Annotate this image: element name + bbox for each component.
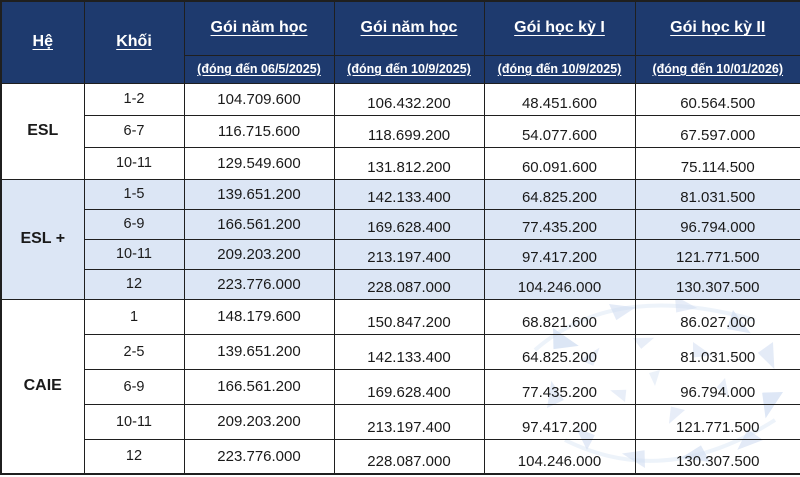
table-row <box>1 299 800 334</box>
price-cell: 209.203.200 <box>184 239 334 269</box>
price-cell: 97.417.200 <box>484 404 635 439</box>
grade-cell: 1-2 <box>84 83 184 115</box>
price-cell: 97.417.200 <box>484 239 635 269</box>
price-cell: 64.825.200 <box>484 179 635 209</box>
table-row <box>1 269 800 299</box>
system-cell-esl: ESL <box>1 83 84 179</box>
price-cell: 166.561.200 <box>184 209 334 239</box>
price-cell: 96.794.000 <box>635 209 800 239</box>
table-row <box>1 334 800 369</box>
col-header-package-4-deadline: (đóng đến 10/01/2026) <box>635 55 800 83</box>
grade-cell: 6-7 <box>84 115 184 147</box>
price-cell: 81.031.500 <box>635 179 800 209</box>
price-cell: 130.307.500 <box>635 439 800 474</box>
price-cell: 228.087.000 <box>334 269 484 299</box>
grade-cell: 2-5 <box>84 334 184 369</box>
col-header-package-1-title: Gói năm học <box>184 1 334 55</box>
price-cell: 148.179.600 <box>184 299 334 334</box>
col-header-package-2-deadline: (đóng đến 10/9/2025) <box>334 55 484 83</box>
grade-cell: 6-9 <box>84 209 184 239</box>
grade-cell: 1 <box>84 299 184 334</box>
price-cell: 68.821.600 <box>484 299 635 334</box>
tuition-table-header <box>1 1 800 83</box>
price-cell: 116.715.600 <box>184 115 334 147</box>
price-cell: 121.771.500 <box>635 239 800 269</box>
price-cell: 54.077.600 <box>484 115 635 147</box>
price-cell: 223.776.000 <box>184 269 334 299</box>
price-cell: 166.561.200 <box>184 369 334 404</box>
price-cell: 130.307.500 <box>635 269 800 299</box>
table-row <box>1 369 800 404</box>
price-cell: 209.203.200 <box>184 404 334 439</box>
grade-cell: 12 <box>84 439 184 474</box>
grade-cell: 1-5 <box>84 179 184 209</box>
col-header-package-1-deadline: (đóng đến 06/5/2025) <box>184 55 334 83</box>
price-cell: 104.246.000 <box>484 439 635 474</box>
price-cell: 60.564.500 <box>635 83 800 115</box>
grade-cell: 12 <box>84 269 184 299</box>
price-cell: 86.027.000 <box>635 299 800 334</box>
price-cell: 213.197.400 <box>334 404 484 439</box>
table-row <box>1 147 800 179</box>
price-cell: 139.651.200 <box>184 334 334 369</box>
price-cell: 142.133.400 <box>334 179 484 209</box>
price-cell: 118.699.200 <box>334 115 484 147</box>
price-cell: 104.246.000 <box>484 269 635 299</box>
price-cell: 129.549.600 <box>184 147 334 179</box>
price-cell: 60.091.600 <box>484 147 635 179</box>
price-cell: 169.628.400 <box>334 209 484 239</box>
price-cell: 121.771.500 <box>635 404 800 439</box>
price-cell: 48.451.600 <box>484 83 635 115</box>
price-cell: 142.133.400 <box>334 334 484 369</box>
price-cell: 77.435.200 <box>484 209 635 239</box>
col-header-he: Hệ <box>1 1 84 83</box>
table-row <box>1 404 800 439</box>
header-row-titles <box>1 1 800 55</box>
price-cell: 139.651.200 <box>184 179 334 209</box>
table-row <box>1 209 800 239</box>
price-cell: 96.794.000 <box>635 369 800 404</box>
col-header-khoi: Khối <box>84 1 184 83</box>
section-esl <box>1 83 800 179</box>
section-caie <box>1 299 800 474</box>
price-cell: 104.709.600 <box>184 83 334 115</box>
table-row <box>1 439 800 474</box>
price-cell: 67.597.000 <box>635 115 800 147</box>
table-row <box>1 179 800 209</box>
table-row <box>1 115 800 147</box>
table-row <box>1 239 800 269</box>
col-header-package-3-deadline: (đóng đến 10/9/2025) <box>484 55 635 83</box>
price-cell: 75.114.500 <box>635 147 800 179</box>
price-cell: 228.087.000 <box>334 439 484 474</box>
price-cell: 223.776.000 <box>184 439 334 474</box>
grade-cell: 6-9 <box>84 369 184 404</box>
table-row <box>1 83 800 115</box>
grade-cell: 10-11 <box>84 147 184 179</box>
col-header-package-3-title: Gói học kỳ I <box>484 1 635 55</box>
price-cell: 169.628.400 <box>334 369 484 404</box>
price-cell: 131.812.200 <box>334 147 484 179</box>
price-cell: 106.432.200 <box>334 83 484 115</box>
price-cell: 150.847.200 <box>334 299 484 334</box>
system-cell-caie: CAIE <box>1 299 84 474</box>
price-cell: 213.197.400 <box>334 239 484 269</box>
price-cell: 77.435.200 <box>484 369 635 404</box>
price-cell: 64.825.200 <box>484 334 635 369</box>
system-cell-esl-plus: ESL + <box>1 179 84 299</box>
grade-cell: 10-11 <box>84 239 184 269</box>
grade-cell: 10-11 <box>84 404 184 439</box>
col-header-package-4-title: Gói học kỳ II <box>635 1 800 55</box>
section-esl-plus <box>1 179 800 299</box>
col-header-package-2-title: Gói năm học <box>334 1 484 55</box>
price-cell: 81.031.500 <box>635 334 800 369</box>
